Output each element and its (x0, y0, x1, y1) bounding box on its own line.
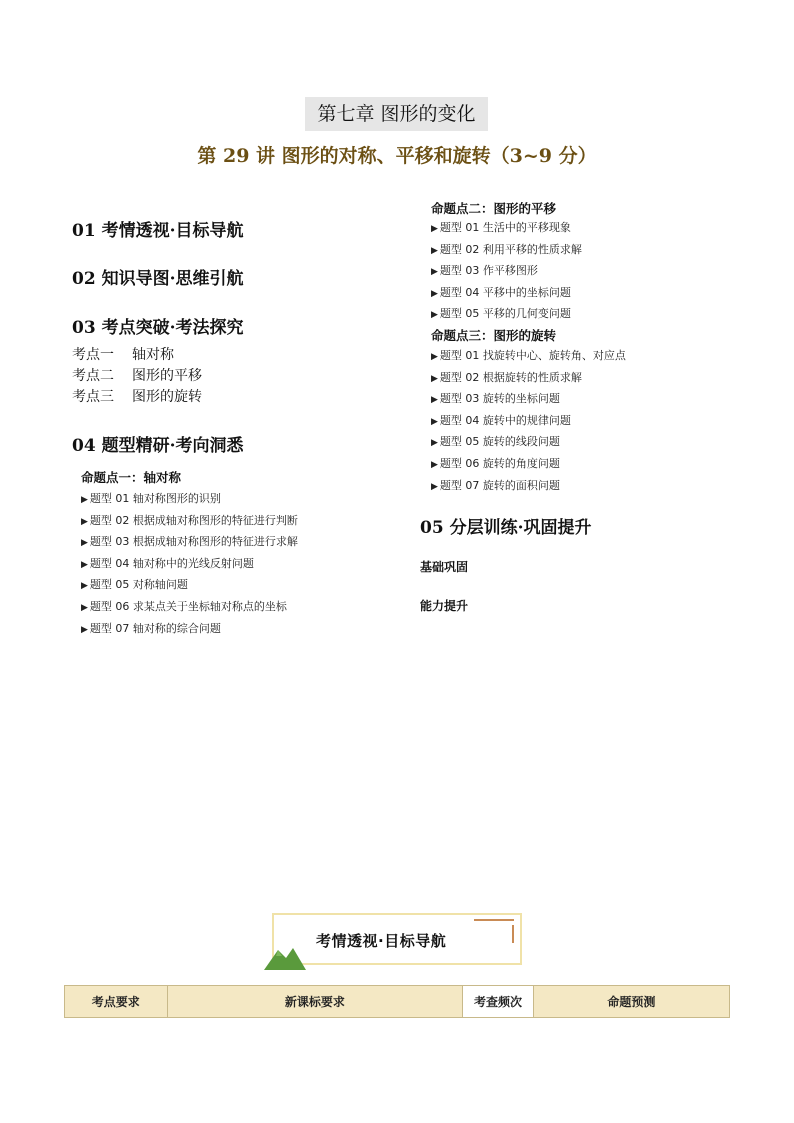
triangle-right-icon: ▶ (431, 288, 438, 299)
list-item-label: 题型 01 轴对称图形的识别 (89, 492, 221, 505)
triangle-right-icon: ▶ (81, 624, 88, 635)
mingti3-list (431, 346, 626, 497)
list-item[interactable] (81, 597, 298, 619)
list-item[interactable] (431, 389, 626, 411)
triangle-right-icon: ▶ (431, 224, 438, 234)
mingti1-title: 命题点一：轴对称 (81, 470, 182, 485)
mingti3-title: 命题点三：图形的旋转 (431, 328, 557, 343)
kaodian-label: 考点二 (72, 368, 114, 384)
kaodian-item[interactable] (72, 345, 202, 366)
triangle-right-icon: ▶ (431, 352, 438, 362)
list-item[interactable] (431, 218, 582, 240)
triangle-right-icon: ▶ (431, 267, 438, 278)
list-item-label: 题型 07 轴对称的综合问题 (89, 621, 221, 635)
list-item[interactable] (431, 432, 626, 454)
triangle-right-icon: ▶ (81, 581, 88, 592)
section-02-heading[interactable]: 02 知识导图·思维引航 (72, 269, 244, 289)
list-item[interactable] (431, 240, 582, 262)
list-item-label: 题型 05 平移的几何变问题 (439, 307, 571, 321)
banner-title: 考情透视·目标导航 (316, 932, 447, 950)
list-item[interactable] (431, 411, 626, 433)
triangle-right-icon: ▶ (431, 459, 438, 470)
triangle-right-icon: ▶ (431, 481, 438, 492)
list-item-label: 题型 02 利用平移的性质求解 (439, 242, 582, 256)
triangle-right-icon: ▶ (431, 245, 438, 256)
table-header-cell: 考点要求 (65, 986, 168, 1018)
triangle-right-icon: ▶ (81, 495, 88, 505)
kaodian-text: 轴对称 (132, 347, 174, 363)
basic-training-label[interactable]: 基础巩固 (420, 560, 469, 574)
kaodian-label: 考点三 (72, 389, 114, 405)
list-item-label: 题型 04 平移中的坐标问题 (439, 285, 571, 299)
section-01-heading[interactable]: 01 考情透视·目标导航 (72, 221, 244, 241)
triangle-right-icon: ▶ (431, 416, 438, 427)
list-item-label: 题型 05 对称轴问题 (89, 578, 188, 592)
kaodian-item[interactable] (72, 387, 202, 408)
list-item-label: 题型 01 找旋转中心、旋转角、对应点 (439, 349, 626, 362)
list-item-label: 题型 03 作平移图形 (439, 264, 538, 278)
kaodian-label: 考点一 (72, 347, 114, 363)
table-header-row (65, 986, 730, 1018)
table-header-cell: 命题预测 (533, 986, 729, 1018)
triangle-right-icon: ▶ (81, 516, 88, 527)
chapter-title: 第七章 图形的变化 (305, 97, 488, 131)
mountain-icon (262, 944, 308, 972)
triangle-right-icon: ▶ (431, 373, 438, 384)
list-item[interactable] (81, 511, 298, 533)
list-item[interactable] (431, 283, 582, 305)
list-item-label: 题型 07 旋转的面积问题 (439, 478, 560, 492)
list-item[interactable] (81, 619, 298, 641)
list-item-label: 题型 01 生活中的平移现象 (439, 221, 571, 234)
kaodian-item[interactable] (72, 366, 202, 387)
list-item-label: 题型 02 根据成轴对称图形的特征进行判断 (89, 513, 298, 527)
list-item-label: 题型 04 旋转中的规律问题 (439, 413, 571, 427)
banner-decoration (474, 919, 514, 921)
list-item-label: 题型 03 旋转的坐标问题 (439, 392, 560, 406)
list-item-label: 题型 02 根据旋转的性质求解 (439, 370, 582, 384)
mingti2-title: 命题点二：图形的平移 (431, 201, 557, 216)
list-item[interactable] (431, 368, 626, 390)
list-item-label: 题型 06 求某点关于坐标轴对称点的坐标 (89, 599, 287, 613)
exam-table (64, 985, 730, 1018)
list-item[interactable] (431, 261, 582, 283)
triangle-right-icon: ▶ (81, 538, 88, 549)
list-item[interactable] (81, 532, 298, 554)
list-item[interactable] (431, 304, 582, 326)
section-05-heading[interactable]: 05 分层训练·巩固提升 (420, 518, 592, 538)
list-item[interactable] (431, 476, 626, 498)
banner-decoration (512, 925, 514, 943)
section-04-heading[interactable]: 04 题型精研·考向洞悉 (72, 436, 244, 456)
triangle-right-icon: ▶ (81, 602, 88, 613)
kaodian-text: 图形的平移 (132, 368, 202, 384)
triangle-right-icon: ▶ (431, 310, 438, 321)
list-item-label: 题型 05 旋转的线段问题 (439, 435, 560, 449)
mingti2-list (431, 218, 582, 326)
table-header-cell: 考查频次 (463, 986, 534, 1018)
list-item[interactable] (431, 346, 626, 368)
section-03-heading[interactable]: 03 考点突破·考法探究 (72, 318, 244, 338)
list-item[interactable] (81, 489, 298, 511)
mingti1-list (81, 489, 298, 640)
list-item-label: 题型 03 根据成轴对称图形的特征进行求解 (89, 535, 298, 549)
triangle-right-icon: ▶ (431, 395, 438, 406)
list-item[interactable] (431, 454, 626, 476)
list-item-label: 题型 04 轴对称中的光线反射问题 (89, 556, 254, 570)
list-item-label: 题型 06 旋转的角度问题 (439, 456, 560, 470)
triangle-right-icon: ▶ (81, 559, 88, 570)
advanced-training-label[interactable]: 能力提升 (420, 599, 469, 613)
lecture-title: 第 29 讲 图形的对称、平移和旋转（3~9 分） (197, 145, 597, 167)
triangle-right-icon: ▶ (431, 438, 438, 449)
list-item[interactable] (81, 575, 298, 597)
list-item[interactable] (81, 554, 298, 576)
kaodian-text: 图形的旋转 (132, 389, 202, 405)
kaodian-list (72, 345, 202, 408)
table-header-cell: 新课标要求 (167, 986, 463, 1018)
